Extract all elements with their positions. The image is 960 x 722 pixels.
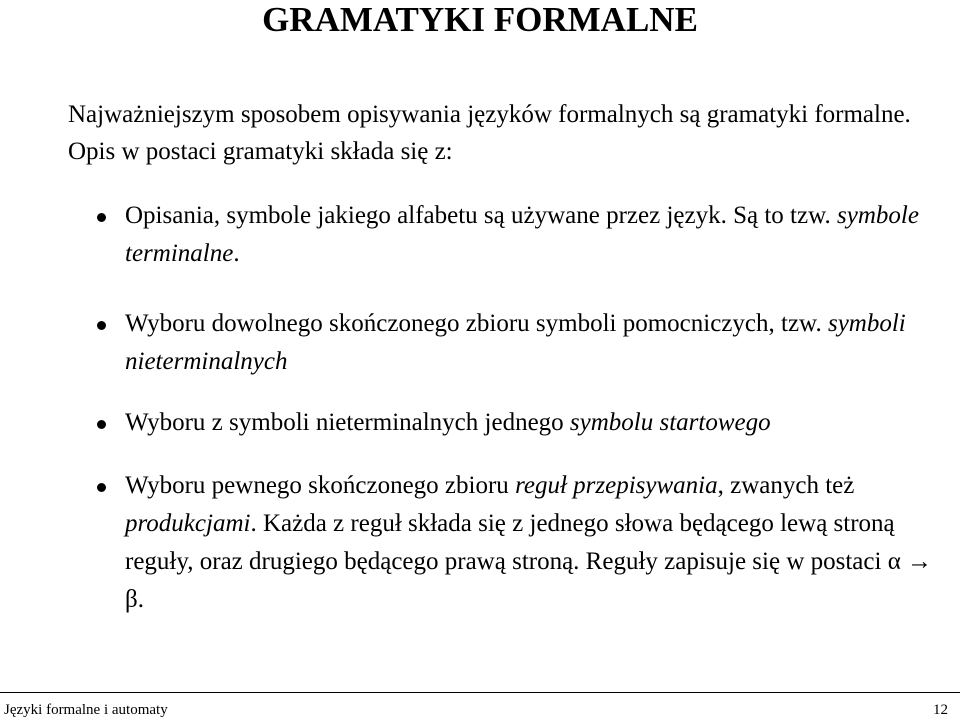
footer-divider [0, 692, 960, 693]
bullet-icon [97, 420, 106, 429]
intro-paragraph: Najważniejszym sposobem opisywania języków formalnych są gramatyki formalne. Opis w postaci gramatyki składa się z: [68, 101, 911, 165]
list-item-text: Wyboru dowolnego skończonego zbioru symboli pomocniczych, tzw. symboli nieterminalnych [125, 310, 906, 375]
list-item-text: Wyboru z symboli nieterminalnych jednego symbolu startowego [125, 409, 771, 436]
list-item-text: Opisania, symbole jakiego alfabetu są używane przez język. Są to tzw. symbole terminalne. [125, 202, 919, 267]
bullet-icon [97, 483, 106, 492]
bullet-icon [97, 321, 106, 330]
footer-page-number: 12 [933, 702, 948, 718]
page-title: GRAMATYKI FORMALNE [262, 0, 698, 39]
list-item-text: Wyboru pewnego skończonego zbioru reguł przepisywania, zwanych też produkcjami. Każda z reguł składa się z jednego słowa będącego lewą stroną reguły, oraz drugiego będącego prawą stroną. Reguły zapisuje się w postaci α → β. [125, 472, 933, 613]
bullet-icon [97, 213, 106, 222]
footer-course-title: Języki formalne i automaty [4, 702, 168, 718]
